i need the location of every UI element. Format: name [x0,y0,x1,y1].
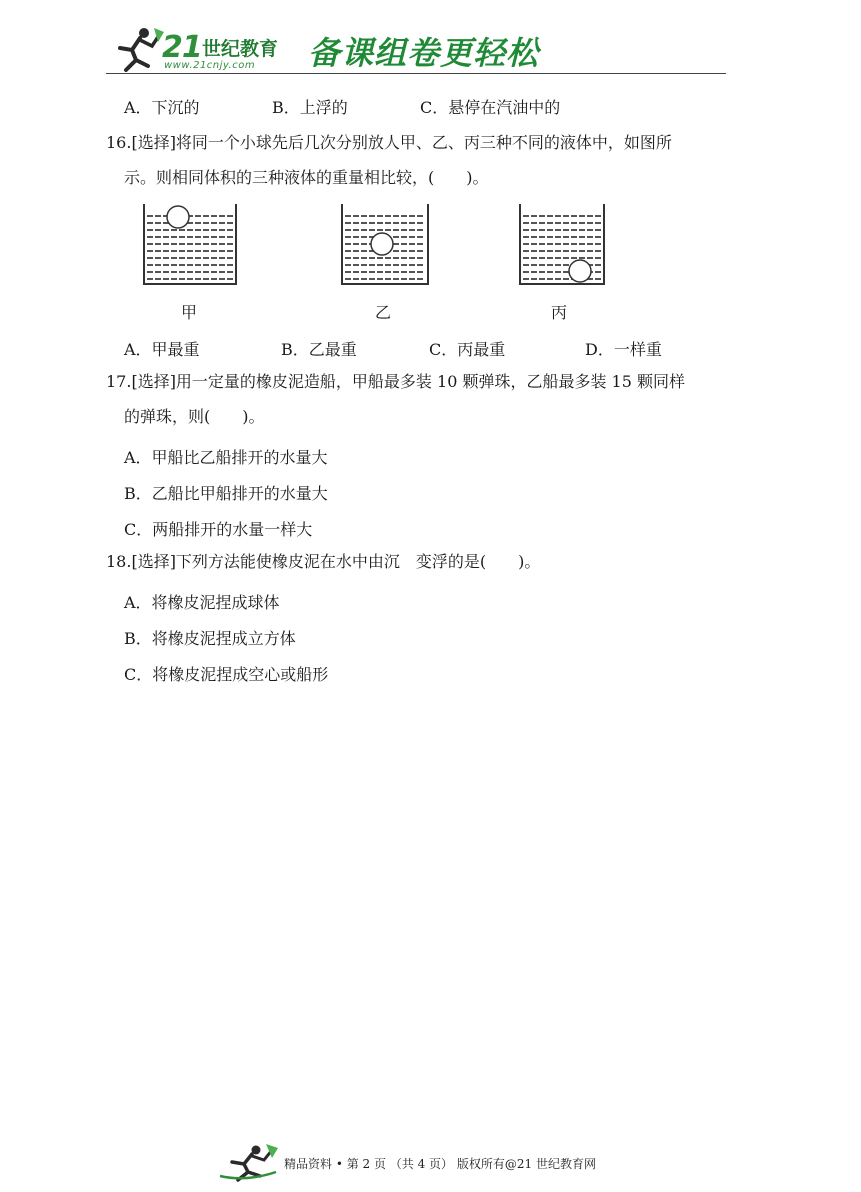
q17-stem-line1: 17.[选择]用一定量的橡皮泥造船，甲船最多装 10 颗弹珠，乙船最多装 15 颗同样 [106,372,685,391]
q15-option-a: A．下沉的 [124,98,200,117]
q18-option-c: C．将橡皮泥捏成空心或船形 [124,665,329,684]
beaker-yi [340,202,430,288]
beaker-bing [518,202,606,288]
beaker-label-bing: 丙 [551,303,568,322]
beaker-label-jia: 甲 [181,303,198,322]
beaker-label-yi: 乙 [375,303,392,322]
q16-stem-line2: 示。则相同体积的三种液体的重量相比较，( )。 [124,168,489,187]
q17-option-c: C．两船排开的水量一样大 [124,520,313,539]
logo-number: 21 [162,30,202,65]
q16-stem-line1: 16.[选择]将同一个小球先后几次分别放人甲、乙、丙三种不同的液体中，如图所 [106,133,672,152]
q15-option-c: C．悬停在汽油中的 [420,98,561,117]
q15-option-b: B．上浮的 [272,98,348,117]
q18-stem: 18.[选择]下列方法能使橡皮泥在水中由沉 变浮的是( )。 [106,552,541,571]
runner-logo-icon [110,26,164,72]
q17-option-a: A．甲船比乙船排开的水量大 [124,448,328,467]
logo-url: www.21cnjy.com [164,60,256,71]
logo-text: 世纪教育 [202,38,279,60]
q18-option-a: A．将橡皮泥捏成球体 [124,593,280,612]
footer-runner-logo-icon [216,1142,282,1182]
page-header [106,22,726,74]
q16-option-a: A．甲最重 [124,340,200,359]
q18-option-b: B．将橡皮泥捏成立方体 [124,629,296,648]
header-rule [106,73,726,74]
q16-option-b: B．乙最重 [281,340,357,359]
q17-option-b: B．乙船比甲船排开的水量大 [124,484,328,503]
q17-stem-line2: 的弹珠，则( )。 [124,407,265,426]
footer-text: 精品资料 • 第 2 页 （共 4 页） 版权所有@21 世纪教育网 [284,1157,596,1171]
q16-option-d: D．一样重 [585,340,662,359]
q16-option-c: C．丙最重 [429,340,506,359]
page-footer [0,1142,861,1182]
beaker-jia [142,202,238,288]
header-slogan: 备课组卷更轻松 [308,34,540,72]
